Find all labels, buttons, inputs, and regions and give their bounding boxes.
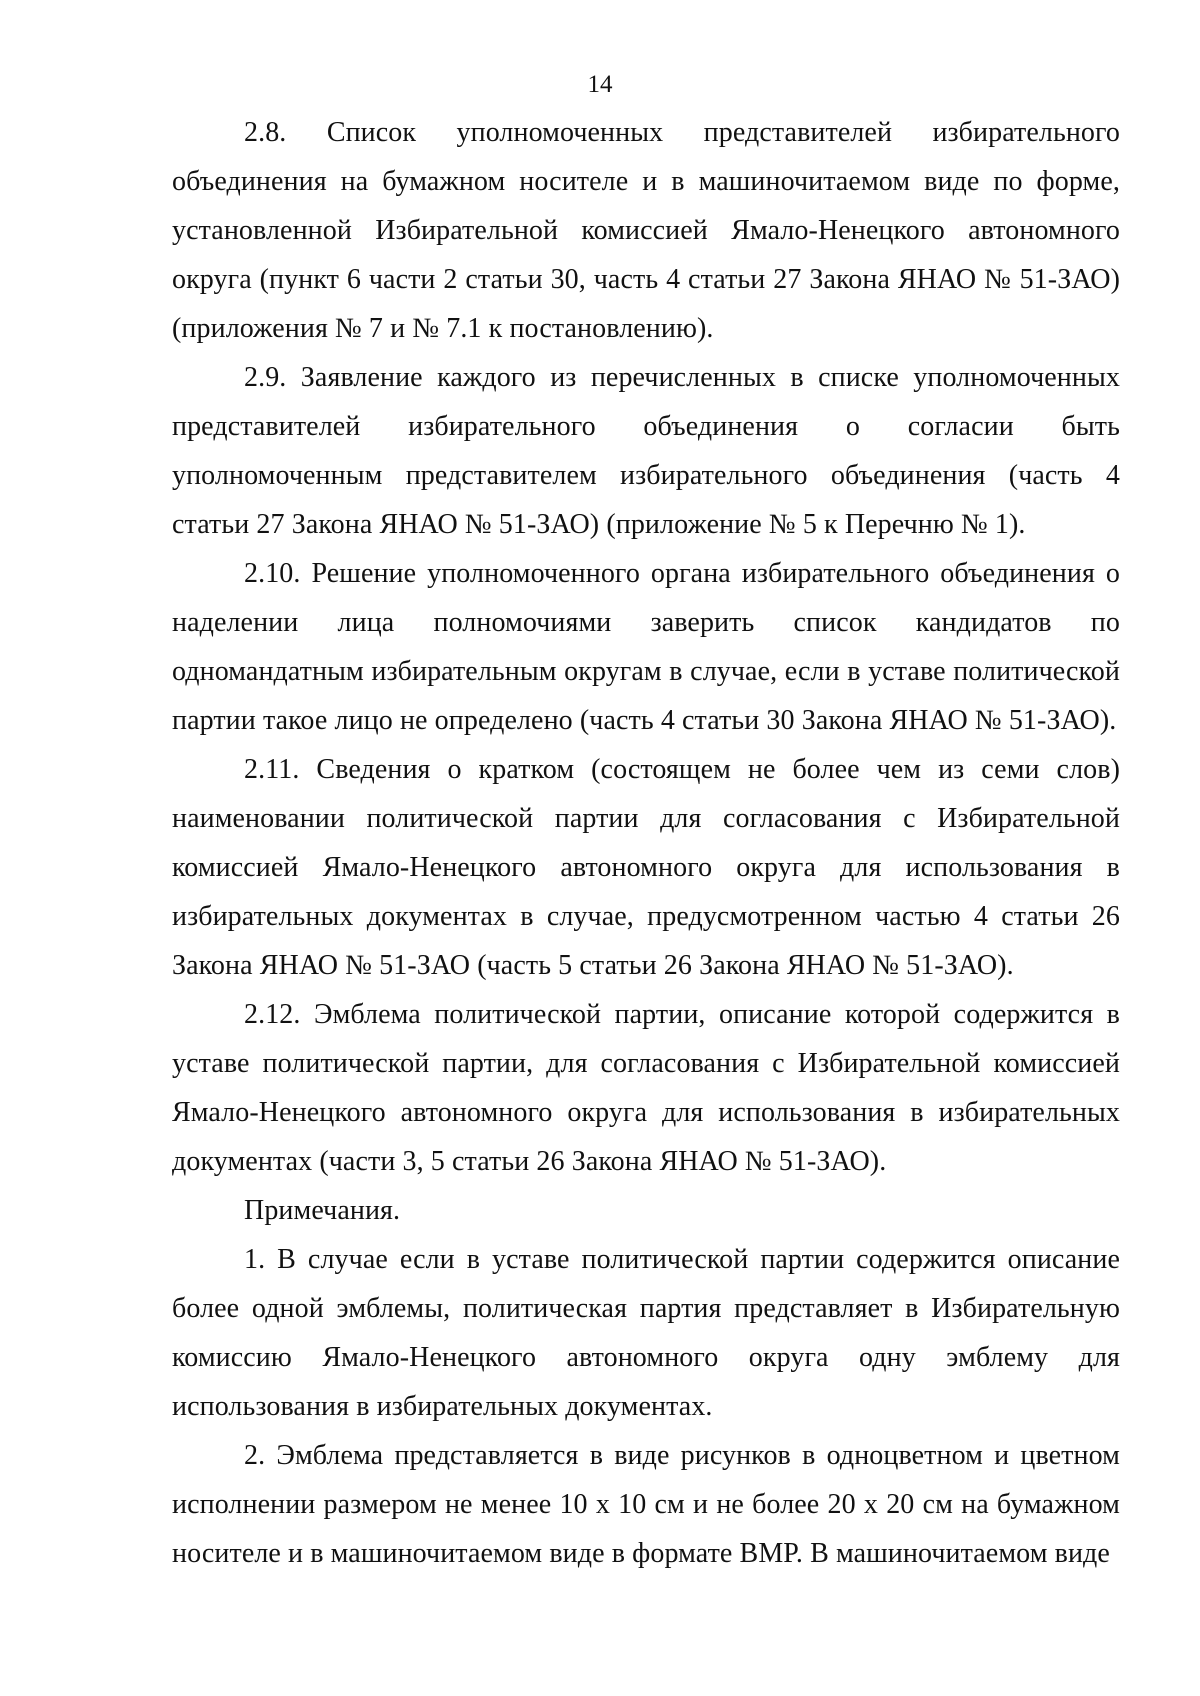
page-number: 14 xyxy=(587,71,613,98)
note-2: 2. Эмблема представляется в виде рисунков в одноцветном и цветном исполнении размером не менее 10 х 10 см и не более 20 х 20 см на бумажном носителе и в машиночитаемом виде в формате BMP. В машиночитаемом виде xyxy=(172,1440,1120,1569)
note-1: 1. В случае если в уставе политической партии содержится описание более одной эмблемы, политическая партия представляет в Избирательную комиссию Ямало-Ненецкого автономного округа одну эмблему для использования в избирательных документах. xyxy=(172,1244,1120,1422)
document-body xyxy=(172,108,1120,1578)
paragraph-2-12: 2.12. Эмблема политической партии, описание которой содержится в уставе политической партии, для согласования с Избирательной комиссией Ямало-Ненецкого автономного округа для использования в избирательных документах (части 3, 5 статьи 26 Закона ЯНАО № 51-ЗАО). xyxy=(172,999,1120,1177)
notes-heading: Примечания. xyxy=(244,1195,401,1226)
paragraph-2-11: 2.11. Сведения о кратком (состоящем не более чем из семи слов) наименовании политической партии для согласования с Избирательной комиссией Ямало-Ненецкого автономного округа для использования в избирательных документах в случае, предусмотренном частью 4 статьи 26 Закона ЯНАО № 51-ЗАО (часть 5 статьи 26 Закона ЯНАО № 51-ЗАО). xyxy=(172,754,1120,981)
paragraph-2-10: 2.10. Решение уполномоченного органа избирательного объединения о наделении лица полномочиями заверить список кандидатов по одномандатным избирательным округам в случае, если в уставе политической партии такое лицо не определено (часть 4 статьи 30 Закона ЯНАО № 51-ЗАО). xyxy=(172,558,1120,736)
paragraph-2-8: 2.8. Список уполномоченных представителей избирательного объединения на бумажном носителе и в машиночитаемом виде по форме, установленной Избирательной комиссией Ямало-Ненецкого автономного округа (пункт 6 части 2 статьи 30, часть 4 статьи 27 Закона ЯНАО № 51-ЗАО) (приложения № 7 и № 7.1 к постановлению). xyxy=(172,117,1120,344)
paragraph-2-9: 2.9. Заявление каждого из перечисленных в списке уполномоченных представителей избирательного объединения о согласии быть уполномоченным представителем избирательного объединения (часть 4 статьи 27 Закона ЯНАО № 51-ЗАО) (приложение № 5 к Перечню № 1). xyxy=(172,362,1120,540)
